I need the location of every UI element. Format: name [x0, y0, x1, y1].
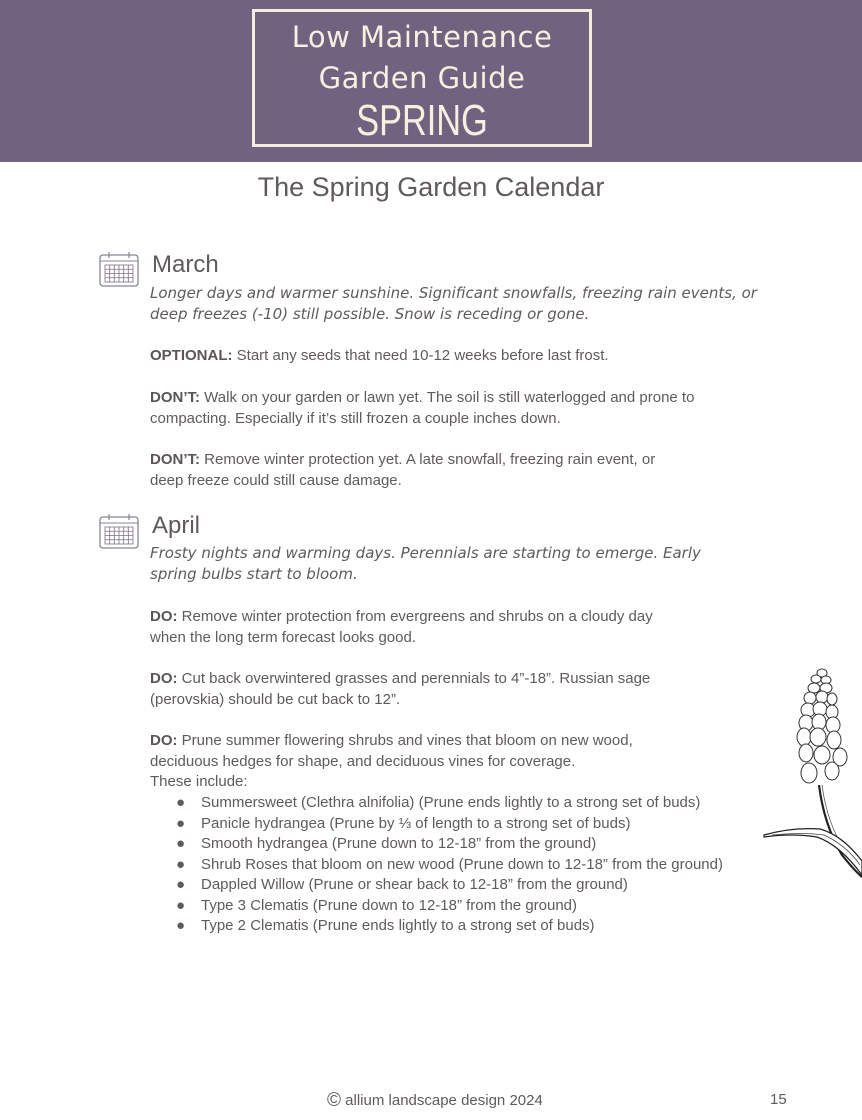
month-heading-april: April	[152, 512, 201, 539]
list-item-text: Summersweet (Clethra alnifolia) (Prune ends lightly to a strong set of buds)	[201, 794, 701, 811]
footer-copyright	[327, 1089, 543, 1111]
page-title: The Spring Garden Calendar	[257, 172, 605, 202]
copyright-icon: ©	[327, 1090, 341, 1111]
task-text: Prune summer flowering shrubs and vines that bloom on new wood, deciduous hedges for shape, and deciduous vines for coverage.	[150, 732, 633, 770]
bullet-icon: ●	[176, 876, 186, 893]
guide-title-line1: Low Maintenance	[291, 20, 553, 54]
calendar-icon	[99, 513, 139, 549]
list-item-text: Dappled Willow (Prune or shear back to 12-18” from the ground)	[201, 876, 628, 893]
list-item-text: Shrub Roses that bloom on new wood (Prune down to 12-18” from the ground)	[201, 855, 723, 873]
task-dont-remove-protection	[150, 450, 690, 491]
task-text: Remove winter protection from evergreens and shrubs on a cloudy day when the long term forecast looks good.	[150, 608, 653, 646]
bullet-icon: ●	[176, 917, 186, 934]
list-item	[150, 916, 723, 937]
grape-hyacinth-illustration-icon	[762, 665, 862, 880]
task-do-remove-protection	[150, 607, 690, 648]
list-item-text: Smooth hydrangea (Prune down to 12-18” from the ground)	[201, 835, 597, 852]
list-item-text: Panicle hydrangea (Prune by ⅓ of length to a strong set of buds)	[201, 814, 631, 832]
guide-title-box	[252, 9, 592, 147]
list-item	[150, 855, 723, 876]
task-text: Cut back overwintered grasses and perennials to 4”-18”. Russian sage (perovskia) should be cut back to 12”.	[150, 670, 651, 708]
header-band	[0, 0, 862, 162]
month-intro-april: Frosty nights and warming days. Perennials are starting to emerge. Early spring bulbs start to bloom.	[150, 544, 701, 583]
bullet-icon: ●	[176, 814, 186, 832]
task-label: DON’T:	[150, 451, 200, 468]
list-item	[150, 834, 723, 855]
task-text: Remove winter protection yet. A late snowfall, freezing rain event, or deep freeze could still cause damage.	[150, 451, 656, 489]
task-do-cut-back	[150, 669, 690, 710]
task-label: OPTIONAL:	[150, 347, 233, 364]
guide-season: SPRING	[356, 96, 488, 145]
bullet-icon: ●	[176, 855, 186, 873]
task-label: DON’T:	[150, 389, 200, 406]
list-item	[150, 814, 723, 835]
guide-title-line2: Garden Guide	[318, 61, 526, 95]
calendar-icon	[99, 251, 139, 287]
list-item	[150, 793, 723, 814]
month-heading-march: March	[152, 251, 219, 278]
list-item-text: Type 2 Clematis (Prune ends lightly to a strong set of buds)	[201, 917, 595, 934]
month-intro-march: Longer days and warmer sunshine. Significant snowfalls, freezing rain events, or deep freezes (-10) still possible. Snow is receding or gone.	[150, 284, 757, 323]
task-text: Walk on your garden or lawn yet. The soil is still waterlogged and prone to compacting. Especially if it’s still frozen a couple inches down.	[150, 389, 695, 427]
prune-list	[150, 793, 723, 937]
bullet-icon: ●	[176, 835, 186, 852]
list-item	[150, 896, 723, 917]
task-label: DO:	[150, 608, 178, 625]
list-item	[150, 875, 723, 896]
task-label: DO:	[150, 732, 178, 749]
bullet-icon: ●	[176, 794, 186, 811]
list-item-text: Type 3 Clematis (Prune down to 12-18” from the ground)	[201, 896, 578, 914]
copyright-text: allium landscape design 2024	[345, 1092, 543, 1109]
task-optional-seeds	[150, 346, 750, 367]
task-label: DO:	[150, 670, 178, 687]
task-after-text: These include:	[150, 773, 248, 790]
page-number: 15	[770, 1091, 787, 1108]
task-text: Start any seeds that need 10-12 weeks before last frost.	[232, 347, 609, 364]
bullet-icon: ●	[176, 896, 186, 914]
task-do-prune	[150, 731, 670, 793]
task-dont-walk	[150, 388, 710, 429]
